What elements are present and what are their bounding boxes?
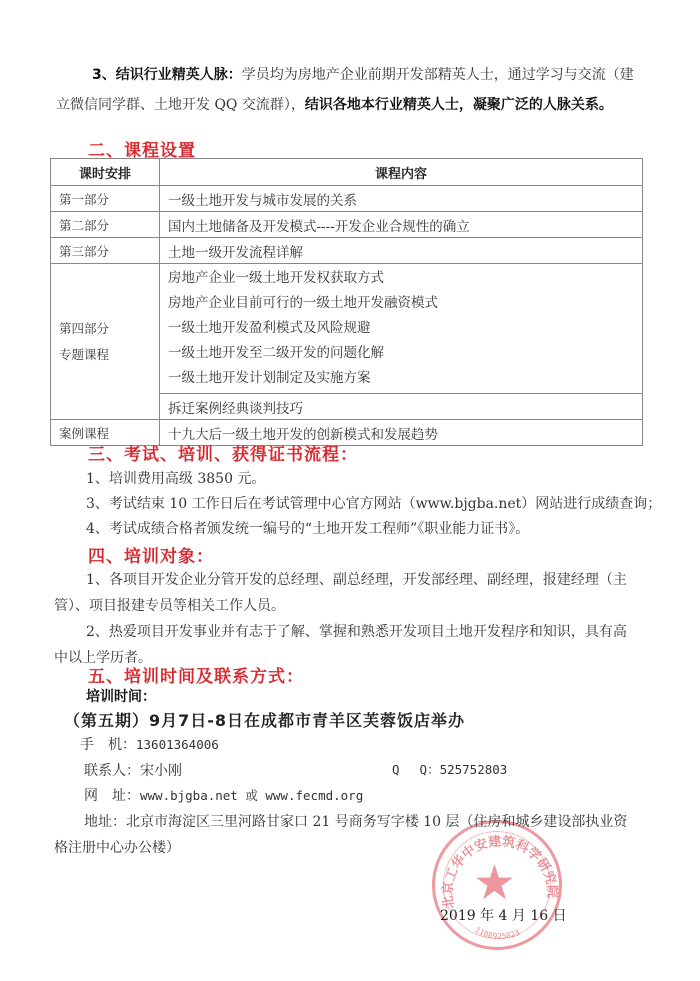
- contact-label: 联系人：: [84, 763, 140, 779]
- exam-item-text: 3、考试结束 10 工作日后在考试管理中心官方网站（www.bjgba.net）网站进行成绩查询；: [86, 496, 662, 512]
- address-line1: 地址：北京市海淀区三里河路甘家口 21 号商务写字楼 10 层（住房和城乡建设部执业资: [84, 814, 628, 830]
- content-line: 房地产企业一级土地开发权获取方式: [168, 270, 384, 286]
- part-cell: 第二部分: [51, 212, 160, 238]
- course-table: [50, 158, 643, 446]
- address-line2: 格注册中心办公楼）: [54, 840, 180, 856]
- seal-text: [435, 823, 565, 953]
- exam-item: 1、培训费用高级 3850 元。: [86, 471, 266, 487]
- content-cell: 一级土地开发与城市发展的关系: [160, 186, 643, 212]
- table-row: [51, 238, 643, 264]
- website-row: [84, 785, 363, 805]
- audience-item-1-line2: 管）、项目报建专员等相关工作人员。: [54, 598, 285, 614]
- training-time-label: 培训时间：: [86, 689, 156, 705]
- networking-text-2: 立微信同学群、土地开发 QQ 交流群），: [56, 97, 305, 113]
- document-date: 2019 年 4 月 16 日: [440, 908, 567, 924]
- section-heading-exam: 三、考试、培训、获得证书流程：: [88, 445, 358, 465]
- seal-number: 1108925823: [473, 925, 522, 942]
- part-cell: 第三部分: [51, 238, 160, 264]
- phone-value: 13601364006: [136, 737, 219, 752]
- content-cell-multi: [160, 264, 643, 394]
- part-cell: 案例课程: [51, 420, 160, 446]
- content-line: 一级土地开发至二级开发的问题化解: [168, 345, 384, 361]
- content-cell: 国内土地储备及开发模式----开发企业合规性的确立: [160, 212, 643, 238]
- content-line: 一级土地开发盈利模式及风险规避: [168, 320, 371, 336]
- seal-name: 北京工华中安建筑科学研究院: [440, 834, 560, 910]
- part-cell-special: [51, 264, 160, 420]
- part-sublabel: 专题课程: [59, 346, 110, 362]
- qq-label: Q Q：: [392, 762, 440, 777]
- star-icon: ★: [473, 855, 517, 911]
- exam-item: 4、考试成绩合格者颁发统一编号的“土地开发工程师”《职业能力证书》。: [86, 521, 530, 537]
- table-row: [51, 186, 643, 212]
- contact-row: [84, 760, 182, 780]
- exam-item: [86, 493, 661, 513]
- website-value[interactable]: www.bjgba.net 或 www.fecmd.org: [140, 788, 364, 803]
- website-label: 网 址：: [84, 788, 140, 804]
- section-heading-audience: 四、培训对象：: [88, 547, 214, 567]
- content-cell: 土地一级开发流程详解: [160, 238, 643, 264]
- content-cell: 十九大后一级土地开发的创新模式和发展趋势: [160, 420, 643, 446]
- audience-item-2-line1: 2、热爱项目开发事业并有志于了解、掌握和熟悉开发项目土地开发程序和知识，具有高: [86, 624, 627, 640]
- table-row: [51, 264, 643, 394]
- table-header-row: [51, 159, 643, 186]
- section-heading-course: 二、课程设置: [88, 141, 196, 161]
- phone-row: [80, 734, 219, 754]
- contact-name: 宋小刚: [140, 763, 182, 779]
- networking-paragraph-line1: [92, 64, 634, 84]
- table-row: [51, 212, 643, 238]
- audience-item-1-line1: 1、各项目开发企业分管开发的总经理、副总经理，开发部经理、副经理，报建经理（主: [86, 572, 627, 588]
- svg-text:北京工华中安建筑科学研究院: [440, 833, 561, 909]
- audience-item-2-line2: 中以上学历者。: [54, 650, 152, 666]
- qq-value: 525752803: [439, 762, 508, 777]
- content-cell-extra: 拆迁案例经典谈判技巧: [160, 394, 643, 420]
- phone-label: 手 机：: [80, 737, 136, 753]
- part-label: 第四部分: [59, 320, 110, 336]
- networking-text: 学员均为房地产企业前期开发部精英人士，通过学习与交流（建: [241, 67, 634, 83]
- official-seal: [432, 820, 562, 950]
- svg-text:1108925823: [473, 925, 521, 941]
- qq-row: [392, 760, 507, 778]
- content-line: 房地产企业目前可行的一级土地开发融资模式: [168, 295, 438, 311]
- table-header-schedule: 课时安排: [51, 159, 160, 186]
- networking-title: 3、结识行业精英人脉：: [92, 67, 242, 83]
- table-header-content: 课程内容: [160, 159, 643, 186]
- session-info: （第五期）9月7日-8日在成都市青羊区芙蓉饭店举办: [64, 711, 466, 730]
- content-line: 一级土地开发计划制定及实施方案: [168, 370, 371, 386]
- section-heading-contact: 五、培训时间及联系方式：: [88, 667, 304, 687]
- part-cell: 第一部分: [51, 186, 160, 212]
- networking-bold-text: 结识各地本行业精英人士，凝聚广泛的人脉关系。: [304, 97, 613, 113]
- networking-paragraph-line2: [56, 94, 613, 114]
